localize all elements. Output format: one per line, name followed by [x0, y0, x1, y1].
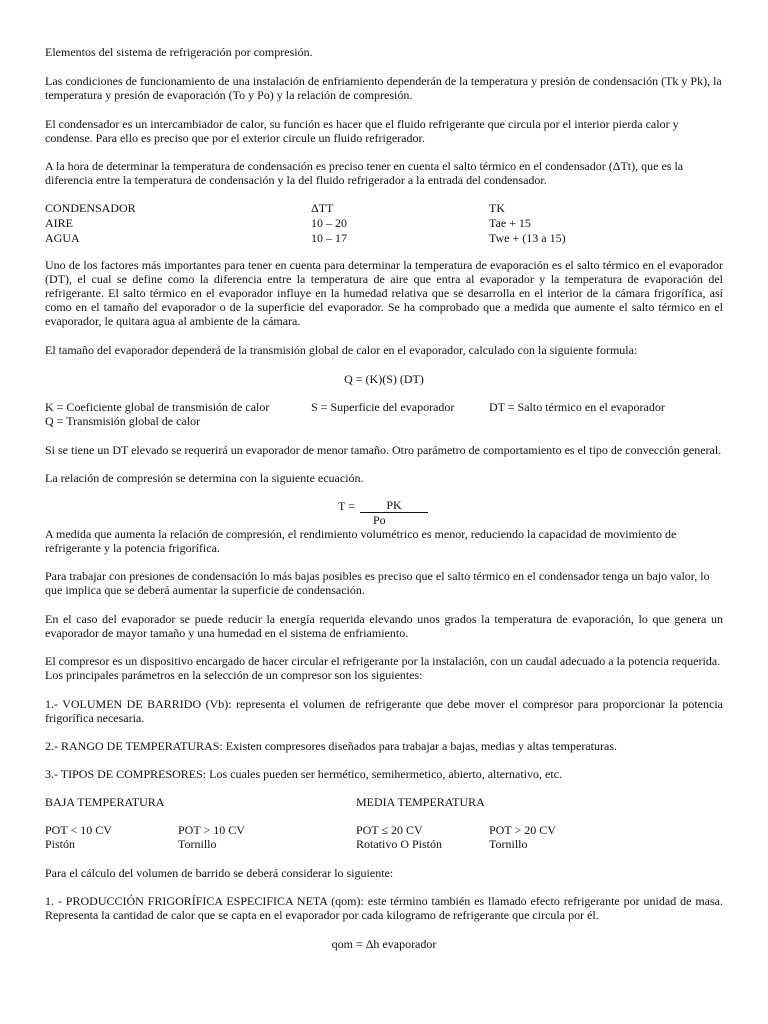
formula-q: Q = (K)(S) (DT): [344, 372, 424, 386]
group-media-temperatura: MEDIA TEMPERATURA: [356, 795, 485, 809]
table-cell: Pistón: [45, 837, 76, 851]
paragraph-evaporator-dt: Uno de los factores más importantes para tener en cuenta para determinar la temperatura de evaporación es el salto térmico en el evaporador (DT), el cual se define como la diferencia entre la temperatura de aire que entra al evaporador y la temperatura de evaporación del refrigerante. El salto térmico en el evaporador influye en la humedad relativa que se desarrolla en el interior de la cámara frigorífica, así como en el tamaño del evaporador o de la superficie del evaporador. Se ha comprobado que a medida que aumente el salto térmico en el evaporador, le quitara agua al ambiente de la cámara.: [45, 258, 723, 328]
table-cell: Twe + (13 a 15): [489, 231, 566, 245]
list-item-tipos-compresores: 3.- TIPOS DE COMPRESORES: Los cuales pueden ser hermético, semihermetico, abierto, alternativo, etc.: [45, 767, 563, 781]
formula-t-lhs: T =: [338, 499, 355, 513]
list-item-rango-temperaturas: 2.- RANGO DE TEMPERATURAS: Existen compresores diseñados para trabajar a bajas, medias y altas temperaturas.: [45, 739, 617, 753]
table-cell: Tornillo: [178, 837, 217, 851]
definition-dt: DT = Salto térmico en el evaporador: [489, 400, 665, 414]
paragraph-evaporator-energy: En el caso del evaporador se puede reducir la energía requerida elevando unos grados la temperatura de evaporación, lo que genera un evaporador de mayor tamaño y una humedad en el sistema de enfriamiento.: [45, 612, 723, 640]
table-cell: POT > 10 CV: [178, 823, 245, 837]
table-cell: POT < 10 CV: [45, 823, 112, 837]
paragraph-operating-conditions: Las condiciones de funcionamiento de una instalación de enfriamiento dependerán de la temperatura y presión de condensación (Tk y Pk), la temperatura y presión de evaporación (To y Po) y la relación de compresión.: [45, 74, 722, 102]
definition-q: Q = Transmisión global de calor: [45, 414, 201, 428]
formula-t-numerator: PK: [360, 499, 428, 513]
table-header-condensador: CONDENSADOR: [45, 201, 136, 215]
table-cell: Tornillo: [489, 837, 528, 851]
table-cell: Rotativo O Pistón: [356, 837, 443, 851]
definition-k: K = Coeficiente global de transmisión de calor: [45, 400, 270, 414]
paragraph-evaporator-size: El tamaño del evaporador dependerá de la transmisión global de calor en el evaporador, calculado con la siguiente formula:: [45, 343, 638, 357]
paragraph-volume-calc: Para el cálculo del volumen de barrido se deberá considerar lo siguiente:: [45, 866, 394, 880]
table-cell: Tae + 15: [489, 216, 531, 230]
paragraph-dt-high: Si se tiene un DT elevado se requerirá un evaporador de menor tamaño. Otro parámetro de comportamiento es el tipo de convección general.: [45, 443, 722, 457]
table-cell: POT ≤ 20 CV: [356, 823, 423, 837]
table-header-delta-tt: ΔTT: [311, 201, 334, 215]
formula-qom: qom = Δh evaporador: [331, 937, 437, 951]
group-baja-temperatura: BAJA TEMPERATURA: [45, 795, 165, 809]
paragraph-volumetric-efficiency: A medida que aumenta la relación de compresión, el rendimiento volumétrico es menor, reduciendo la capacidad de movimiento de refrigerante y la potencia frigorífica.: [45, 527, 677, 555]
paragraph-condenser: El condensador es un intercambiador de calor, su función es hacer que el fluido refrigerante que circula por el interior pierda calor y condense. Para ello es preciso que por el exterior circule un fluido refrigerador.: [45, 117, 679, 145]
paragraph-compressor: El compresor es un dispositivo encargado de hacer circular el refrigerante por la instalación, con un caudal adecuado a la potencia requerida. Los principales parámetros en la selección de un compresor son los siguientes:: [45, 654, 721, 682]
table-cell: POT > 20 CV: [489, 823, 556, 837]
table-cell: 10 – 20: [311, 216, 347, 230]
paragraph-thermal-jump: A la hora de determinar la temperatura de condensación es preciso tener en cuenta el salto térmico en el condensador (ΔTt), que es la diferencia entre la temperatura de condensación y la del fluido refrigerador a la entrada del condensador.: [45, 159, 684, 187]
formula-t-denominator: Po: [373, 513, 386, 527]
table-cell: 10 – 17: [311, 231, 347, 245]
table-cell: AGUA: [45, 231, 80, 245]
table-cell: AIRE: [45, 216, 73, 230]
paragraph-compression-ratio: La relación de compresión se determina con la siguiente ecuación.: [45, 471, 364, 485]
definition-s: S = Superficie del evaporador: [311, 400, 455, 414]
list-item-produccion-frigorifica: 1. - PRODUCCIÓN FRIGORÍFICA ESPECIFICA NETA (qom): este término también es llamado efecto refrigerante por unidad de masa. Representa la cantidad de calor que se capta en el evaporador por cada kilogramo de refrigerante que circula por él.: [45, 894, 723, 922]
paragraph-low-pressure: Para trabajar con presiones de condensación lo más bajas posibles es preciso que el salto térmico en el condensador tenga un bajo valor, lo que implica que se deberá aumentar la superficie de condensación.: [45, 569, 710, 597]
document-title: Elementos del sistema de refrigeración por compresión.: [45, 45, 313, 59]
table-header-tk: TK: [489, 201, 505, 215]
list-item-volumen-barrido: 1.- VOLUMEN DE BARRIDO (Vb): representa el volumen de refrigerante que debe mover el compresor para proporcionar la potencia frigorífica necesaria.: [45, 697, 723, 725]
